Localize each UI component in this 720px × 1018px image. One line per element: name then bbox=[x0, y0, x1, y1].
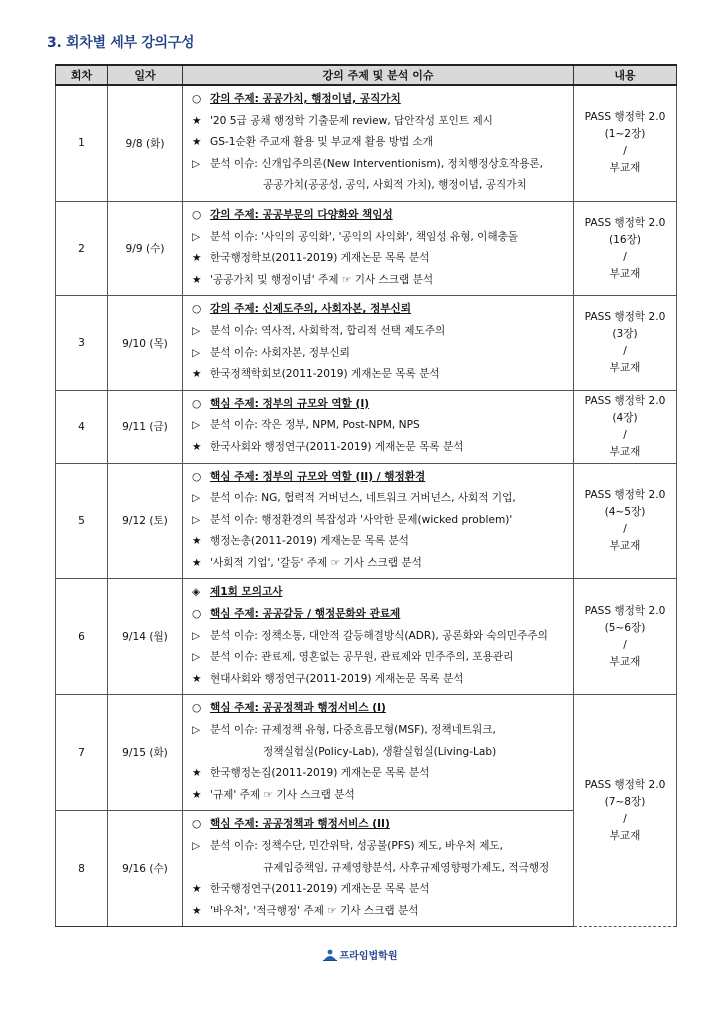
session-number: 2 bbox=[56, 201, 108, 295]
content-chapters: (5~6장) bbox=[604, 621, 646, 634]
topic-text: 분석 이슈: 신개입주의론(New Interventionism), 정치행정상호작용론, bbox=[210, 157, 544, 170]
session-topics bbox=[183, 85, 574, 201]
content-sep: / bbox=[623, 145, 627, 158]
session-topics bbox=[183, 201, 574, 295]
topic-text: 한국행정연구(2011-2019) 게재논문 목록 분석 bbox=[210, 883, 430, 896]
topic-line bbox=[192, 175, 573, 197]
bullet-marker-icon: ▷ bbox=[192, 346, 201, 359]
topic-line bbox=[192, 205, 573, 227]
content-extra: 부교재 bbox=[609, 445, 641, 458]
table-row bbox=[56, 579, 677, 695]
topic-text: 행정논총(2011-2019) 게재논문 목록 분석 bbox=[210, 535, 409, 548]
topic-line bbox=[192, 248, 573, 270]
bullet-marker-icon: ★ bbox=[192, 672, 202, 685]
topic-text: '사회적 기업', '갈등' 주제 ☞ 기사 스크랩 분석 bbox=[210, 556, 422, 569]
header-date: 일자 bbox=[108, 65, 183, 85]
topic-line bbox=[192, 814, 573, 836]
table-row bbox=[56, 296, 677, 390]
topic-text: '바우처', '적극행정' 주제 ☞ 기사 스크랩 분석 bbox=[210, 904, 419, 917]
content-book: PASS 행정학 2.0 bbox=[584, 111, 666, 124]
topic-text: 핵심 주제: 공공갈등 / 행정문화와 관료제 bbox=[210, 608, 401, 621]
content-book: PASS 행정학 2.0 bbox=[584, 488, 666, 501]
topic-text: 정책실험실(Policy-Lab), 생활실험실(Living-Lab) bbox=[263, 745, 497, 758]
topic-text: GS-1순환 주교재 활용 및 부교재 활용 방법 소개 bbox=[210, 136, 434, 149]
topic-line bbox=[192, 394, 573, 416]
session-date: 9/12 (토) bbox=[108, 463, 183, 579]
session-number: 8 bbox=[56, 811, 108, 927]
topic-text: 핵심 주제: 정부의 규모와 역할 (I) bbox=[210, 397, 370, 410]
table-row bbox=[56, 85, 677, 201]
bullet-marker-icon: ○ bbox=[192, 397, 202, 410]
topic-line bbox=[192, 270, 573, 292]
topic-line bbox=[192, 227, 573, 249]
topic-text: 분석 이슈: 규제정책 유형, 다중흐름모형(MSF), 정책네트워크, bbox=[210, 724, 496, 737]
session-topics bbox=[183, 579, 574, 695]
content-book: PASS 행정학 2.0 bbox=[584, 311, 666, 324]
topic-line bbox=[192, 415, 573, 437]
bullet-marker-icon: ★ bbox=[192, 904, 202, 917]
content-chapters: (4장) bbox=[612, 411, 638, 424]
topic-line bbox=[192, 343, 573, 365]
session-content bbox=[574, 390, 677, 463]
bullet-marker-icon: ★ bbox=[192, 440, 202, 453]
content-extra: 부교재 bbox=[609, 362, 641, 375]
topic-text: '규제' 주제 ☞ 기사 스크랩 분석 bbox=[210, 788, 355, 801]
schedule-table bbox=[55, 64, 677, 927]
bullet-marker-icon: ★ bbox=[192, 273, 202, 286]
topic-text: 강의 주제: 공공가치, 행정이념, 공직가치 bbox=[210, 93, 401, 105]
content-extra: 부교재 bbox=[609, 655, 641, 668]
topic-text: 분석 이슈: 행정환경의 복잡성과 '사악한 문제(wicked problem)' bbox=[210, 513, 513, 526]
content-chapters: (4~5장) bbox=[604, 505, 646, 518]
session-date: 9/8 (화) bbox=[108, 85, 183, 201]
content-extra: 부교재 bbox=[609, 829, 641, 842]
academy-logo-icon bbox=[323, 949, 337, 964]
session-content bbox=[574, 463, 677, 579]
content-sep: / bbox=[623, 345, 627, 358]
session-date: 9/10 (목) bbox=[108, 296, 183, 390]
topic-line bbox=[192, 553, 573, 575]
bullet-marker-icon: ★ bbox=[192, 136, 202, 149]
content-chapters: (7~8장) bbox=[604, 795, 646, 808]
topic-text: 한국사회와 행정연구(2011-2019) 게재논문 목록 분석 bbox=[210, 440, 464, 453]
content-sep: / bbox=[623, 638, 627, 651]
topic-line bbox=[192, 488, 573, 510]
topic-line bbox=[192, 321, 573, 343]
topic-line bbox=[192, 111, 573, 133]
table-row bbox=[56, 695, 677, 811]
topic-line bbox=[192, 467, 573, 489]
bullet-marker-icon: ○ bbox=[192, 303, 202, 316]
content-book: PASS 행정학 2.0 bbox=[584, 216, 666, 229]
bullet-marker-icon: ▷ bbox=[192, 230, 201, 243]
topic-text: 공공가치(공공성, 공익, 사회적 가치), 행정이념, 공직가치 bbox=[263, 179, 527, 192]
session-number: 5 bbox=[56, 463, 108, 579]
topic-text: 핵심 주제: 공공정책과 행정서비스 (II) bbox=[210, 818, 390, 831]
topic-line bbox=[192, 604, 573, 626]
content-sep: / bbox=[623, 522, 627, 535]
topic-line bbox=[192, 698, 573, 720]
bullet-marker-icon: ○ bbox=[192, 818, 202, 831]
topic-line bbox=[192, 669, 573, 691]
academy-name: 프라임법학원 bbox=[339, 951, 398, 962]
content-chapters: (3장) bbox=[612, 328, 638, 341]
bullet-marker-icon: ▷ bbox=[192, 724, 201, 737]
topic-text: 강의 주제: 신제도주의, 사회자본, 정부신뢰 bbox=[210, 303, 412, 316]
topic-text: 분석 이슈: '사익의 공익화', '공익의 사익화', 책임성 유형, 이해충돌 bbox=[210, 230, 519, 243]
bullet-marker-icon: ★ bbox=[192, 767, 202, 780]
bullet-marker-icon: ▷ bbox=[192, 629, 201, 642]
bullet-marker-icon: ★ bbox=[192, 535, 202, 548]
topic-text: 핵심 주제: 공공정책과 행정서비스 (I) bbox=[210, 702, 386, 715]
topic-line bbox=[192, 510, 573, 532]
session-date: 9/14 (월) bbox=[108, 579, 183, 695]
header-content: 내용 bbox=[574, 65, 677, 85]
footer bbox=[0, 947, 720, 964]
session-number: 7 bbox=[56, 695, 108, 811]
content-book: PASS 행정학 2.0 bbox=[584, 778, 666, 791]
topic-line bbox=[192, 742, 573, 764]
bullet-marker-icon: ○ bbox=[192, 608, 202, 621]
topic-text: 강의 주제: 공공부문의 다양화와 책임성 bbox=[210, 208, 393, 221]
header-row bbox=[56, 65, 677, 85]
session-topics bbox=[183, 695, 574, 811]
table-row bbox=[56, 390, 677, 463]
bullet-marker-icon: ▷ bbox=[192, 157, 201, 170]
session-date: 9/16 (수) bbox=[108, 811, 183, 927]
table-row bbox=[56, 463, 677, 579]
session-number: 1 bbox=[56, 85, 108, 201]
topic-line bbox=[192, 836, 573, 858]
topic-text: 분석 이슈: 작은 정부, NPM, Post-NPM, NPS bbox=[210, 419, 420, 432]
topic-text: 현대사회와 행정연구(2011-2019) 게재논문 목록 분석 bbox=[210, 672, 464, 685]
bullet-marker-icon: ★ bbox=[192, 114, 202, 127]
bullet-marker-icon: ▷ bbox=[192, 651, 201, 664]
topic-text: '공공가치 및 행정이념' 주제 ☞ 기사 스크랩 분석 bbox=[210, 273, 434, 286]
topic-text: 규제입증책임, 규제영향분석, 사후규제영향평가제도, 적극행정 bbox=[263, 861, 550, 874]
bullet-marker-icon: ○ bbox=[192, 93, 202, 105]
header-topic: 강의 주제 및 분석 이슈 bbox=[183, 65, 574, 85]
session-number: 3 bbox=[56, 296, 108, 390]
bullet-marker-icon: ○ bbox=[192, 470, 202, 483]
session-date: 9/11 (금) bbox=[108, 390, 183, 463]
session-content bbox=[574, 201, 677, 295]
bullet-marker-icon: ○ bbox=[192, 208, 202, 221]
header-session: 회차 bbox=[56, 65, 108, 85]
topic-line bbox=[192, 531, 573, 553]
bullet-marker-icon: ▷ bbox=[192, 513, 201, 526]
content-book: PASS 행정학 2.0 bbox=[584, 604, 666, 617]
content-sep: / bbox=[623, 428, 627, 441]
topic-line bbox=[192, 582, 573, 604]
table-row bbox=[56, 201, 677, 295]
content-extra: 부교재 bbox=[609, 539, 641, 552]
topic-text: 분석 이슈: 관료제, 영혼없는 공무원, 관료제와 민주주의, 포용관리 bbox=[210, 651, 514, 664]
topic-line bbox=[192, 626, 573, 648]
topic-text: 한국행정학보(2011-2019) 게재논문 목록 분석 bbox=[210, 252, 430, 265]
session-topics bbox=[183, 390, 574, 463]
session-topics bbox=[183, 463, 574, 579]
topic-line bbox=[192, 720, 573, 742]
bullet-marker-icon: ▷ bbox=[192, 840, 201, 852]
session-date: 9/9 (수) bbox=[108, 201, 183, 295]
session-content bbox=[574, 579, 677, 695]
section-heading: 3. 회차별 세부 강의구성 bbox=[47, 35, 195, 51]
content-sep: / bbox=[623, 812, 627, 825]
topic-line bbox=[192, 364, 573, 386]
session-date: 9/15 (화) bbox=[108, 695, 183, 811]
session-number: 4 bbox=[56, 390, 108, 463]
bullet-marker-icon: ★ bbox=[192, 368, 202, 381]
topic-text: 한국행정논집(2011-2019) 게재논문 목록 분석 bbox=[210, 767, 430, 780]
topic-text: 한국정책학회보(2011-2019) 게재논문 목록 분석 bbox=[210, 368, 440, 381]
bullet-marker-icon: ★ bbox=[192, 788, 202, 801]
bullet-marker-icon: ◈ bbox=[192, 586, 201, 599]
topic-text: '20 5급 공채 행정학 기출문제 review, 답안작성 포인트 제시 bbox=[210, 114, 493, 127]
topic-text: 분석 이슈: NG, 협력적 거버넌스, 네트워크 거버넌스, 사회적 기업, bbox=[210, 492, 516, 505]
bullet-marker-icon: ★ bbox=[192, 252, 202, 265]
topic-text: 분석 이슈: 정책소통, 대안적 갈등해결방식(ADR), 공론화와 숙의민주주의 bbox=[210, 629, 548, 642]
content-chapters: (1~2장) bbox=[604, 128, 646, 141]
topic-text: 분석 이슈: 역사적, 사회학적, 합리적 선택 제도주의 bbox=[210, 324, 446, 337]
topic-line bbox=[192, 901, 573, 923]
topic-line bbox=[192, 858, 573, 880]
topic-line bbox=[192, 763, 573, 785]
topic-text: 핵심 주제: 정부의 규모와 역할 (II) / 행정환경 bbox=[210, 470, 426, 483]
bullet-marker-icon: ○ bbox=[192, 702, 202, 715]
bullet-marker-icon: ★ bbox=[192, 556, 202, 569]
topic-line bbox=[192, 437, 573, 459]
topic-line bbox=[192, 299, 573, 321]
topic-line bbox=[192, 132, 573, 154]
session-topics bbox=[183, 296, 574, 390]
bullet-marker-icon: ▷ bbox=[192, 324, 201, 337]
topic-text: 제1회 모의고사 bbox=[210, 586, 283, 599]
session-content bbox=[574, 695, 677, 927]
content-extra: 부교재 bbox=[609, 162, 641, 175]
topic-line bbox=[192, 89, 573, 111]
session-number: 6 bbox=[56, 579, 108, 695]
content-extra: 부교재 bbox=[609, 267, 641, 280]
topic-text: 분석 이슈: 정책수단, 민간위탁, 성공불(PFS) 제도, 바우처 제도, bbox=[210, 840, 504, 852]
bullet-marker-icon: ★ bbox=[192, 883, 202, 896]
topic-line bbox=[192, 785, 573, 807]
content-sep: / bbox=[623, 250, 627, 263]
session-content bbox=[574, 85, 677, 201]
bullet-marker-icon: ▷ bbox=[192, 419, 201, 432]
topic-line bbox=[192, 647, 573, 669]
session-content bbox=[574, 296, 677, 390]
topic-text: 분석 이슈: 사회자본, 정부신뢰 bbox=[210, 346, 350, 359]
content-book: PASS 행정학 2.0 bbox=[584, 394, 666, 407]
bullet-marker-icon: ▷ bbox=[192, 492, 201, 505]
topic-line bbox=[192, 879, 573, 901]
session-topics bbox=[183, 811, 574, 927]
topic-line bbox=[192, 154, 573, 176]
content-chapters: (16장) bbox=[609, 233, 641, 246]
